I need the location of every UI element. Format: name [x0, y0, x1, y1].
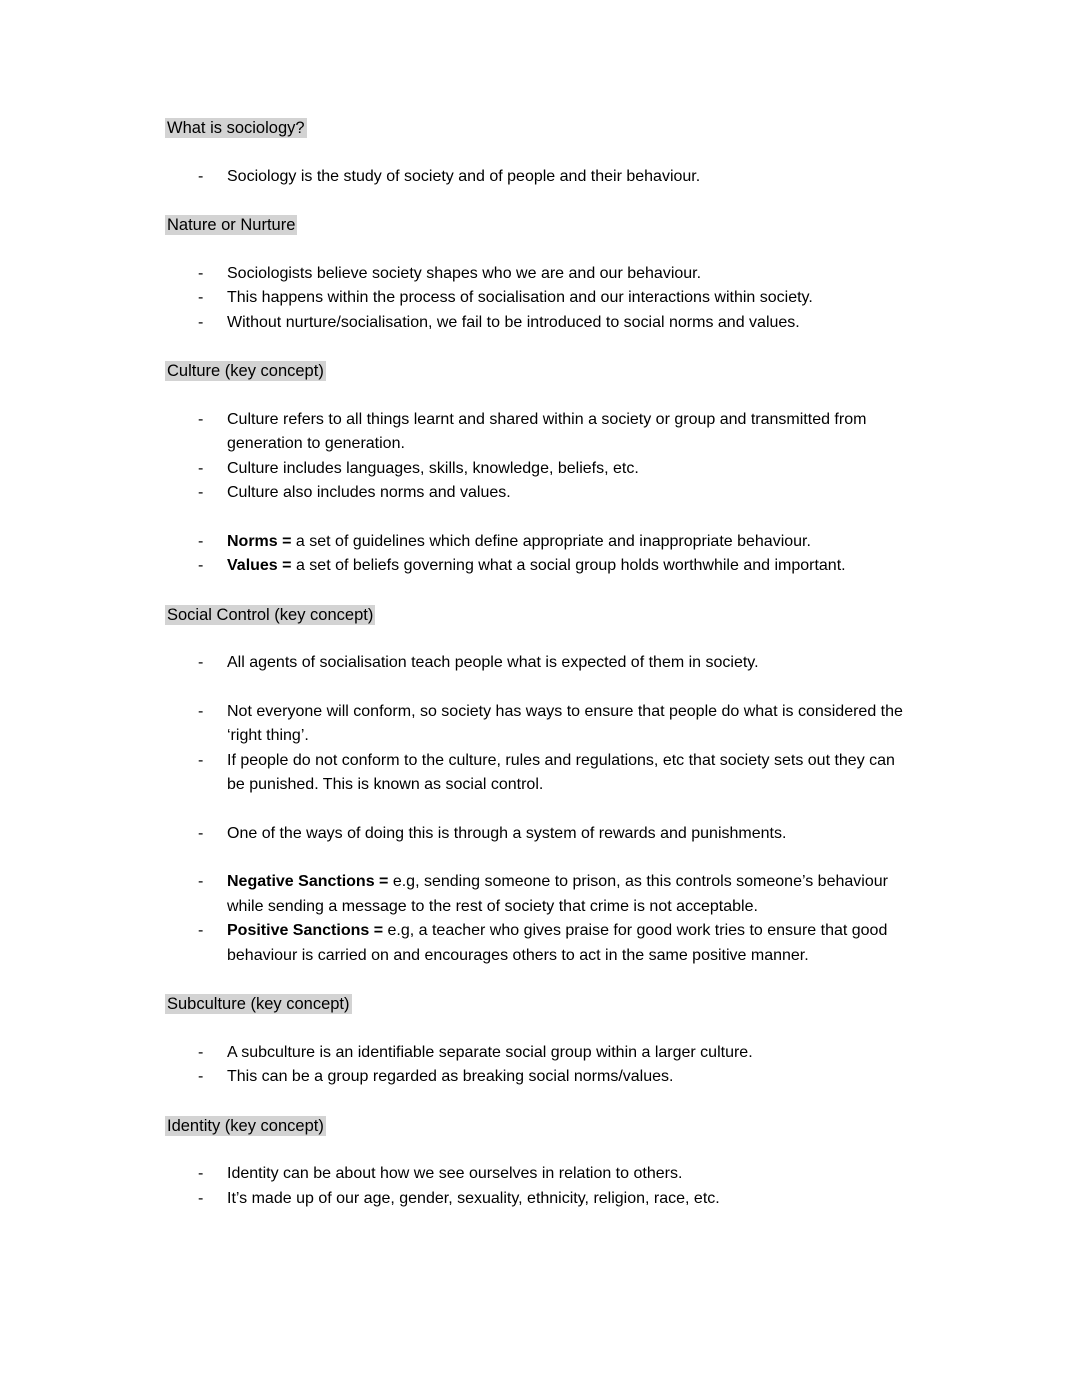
bullet-group [165, 700, 915, 798]
bullet-group [165, 530, 915, 579]
bullet-group [165, 408, 915, 506]
list-item [198, 165, 915, 190]
list-item-text: One of the ways of doing this is through a system of rewards and punishments. [227, 824, 787, 842]
bullet-dash: - [198, 410, 204, 428]
list-item [198, 530, 915, 555]
list-item [198, 822, 915, 847]
list-item [198, 554, 915, 579]
list-item-text: A subculture is an identifiable separate social group within a larger culture. [227, 1043, 753, 1061]
list-item-text: Sociologists believe society shapes who we are and our behaviour. [227, 264, 702, 282]
list-item [198, 481, 915, 506]
list-item-text: Without nurture/socialisation, we fail to be introduced to social norms and values. [227, 313, 800, 331]
list-item [198, 311, 915, 336]
bullet-group [165, 1162, 915, 1211]
document-section [165, 603, 915, 969]
bullet-dash: - [198, 459, 204, 477]
bullet-dash: - [198, 289, 204, 306]
list-item [198, 1041, 915, 1066]
bullet-dash: - [198, 1043, 204, 1061]
list-item [198, 262, 915, 287]
bullet-group [165, 165, 915, 190]
list-item-text: Culture refers to all things learnt and shared within a society or group and transmitted from generation to generation. [227, 410, 867, 452]
list-item-text: Culture also includes norms and values. [227, 484, 511, 501]
bullet-dash: - [198, 1068, 204, 1085]
section-heading [165, 116, 915, 141]
bullet-dash: - [198, 1165, 204, 1182]
bullet-dash: - [198, 654, 204, 671]
bullet-group [165, 870, 915, 968]
list-item-text: Sociology is the study of society and of people and their behaviour. [227, 167, 701, 185]
section-heading-text: What is sociology? [167, 119, 305, 137]
bullet-dash: - [198, 1189, 204, 1207]
list-item [198, 1065, 915, 1090]
document-section [165, 359, 915, 579]
document-section [165, 213, 915, 335]
bullet-dash: - [198, 167, 204, 185]
list-item [198, 408, 915, 457]
bullet-dash: - [198, 751, 204, 769]
list-item-text: If people do not conform to the culture, rules and regulations, etc that society sets out they can be punished. This is known as social control. [227, 751, 895, 793]
list-item-text: This can be a group regarded as breaking social norms/values. [227, 1068, 674, 1085]
list-item [198, 700, 915, 749]
list-item [198, 1162, 915, 1187]
list-item [198, 457, 915, 482]
list-item-term: Values = [227, 557, 292, 574]
document-section [165, 992, 915, 1090]
list-item-text: Norms = a set of guidelines which define appropriate and inappropriate behaviour. [227, 532, 811, 550]
bullet-group [165, 651, 915, 676]
bullet-dash: - [198, 484, 204, 501]
bullet-dash: - [198, 922, 204, 939]
bullet-dash: - [198, 313, 204, 331]
list-item [198, 870, 915, 919]
list-item [198, 286, 915, 311]
bullet-dash: - [198, 873, 204, 890]
list-item [198, 1187, 915, 1212]
bullet-group [165, 822, 915, 847]
section-heading [165, 359, 915, 384]
section-heading-text: Subculture (key concept) [167, 995, 350, 1013]
section-heading [165, 213, 915, 238]
bullet-dash: - [198, 702, 204, 720]
section-heading [165, 603, 915, 628]
section-heading [165, 1114, 915, 1139]
list-item-term: Negative Sanctions = [227, 873, 389, 890]
section-heading-text: Social Control (key concept) [167, 605, 374, 624]
bullet-dash: - [198, 532, 204, 550]
list-item [198, 651, 915, 676]
list-item-text: This happens within the process of socialisation and our interactions within society. [227, 289, 813, 306]
bullet-dash: - [198, 264, 204, 282]
list-item [198, 749, 915, 798]
document-section [165, 1114, 915, 1212]
document-section [165, 116, 915, 189]
bullet-group [165, 1041, 915, 1090]
section-heading-text: Culture (key concept) [167, 362, 324, 380]
list-item-text: It’s made up of our age, gender, sexuality, ethnicity, religion, race, etc. [227, 1189, 720, 1207]
list-item-term: Positive Sanctions = [227, 922, 384, 939]
list-item-text: Identity can be about how we see ourselves in relation to others. [227, 1165, 683, 1182]
list-item-text: Values = a set of beliefs governing what a social group holds worthwhile and important. [227, 557, 846, 574]
bullet-dash: - [198, 557, 204, 574]
list-item-text: Not everyone will conform, so society has ways to ensure that people do what is considered the ‘right thing’. [227, 702, 903, 744]
bullet-group [165, 262, 915, 336]
section-heading [165, 992, 915, 1017]
list-item-text: Positive Sanctions = e.g, a teacher who gives praise for good work tries to ensure that good behaviour is carried on and encourages others to act in the same positive manner. [227, 922, 888, 964]
list-item-text: Negative Sanctions = e.g, sending someone to prison, as this controls someone’s behaviour while sending a message to the rest of society that crime is not acceptable. [227, 873, 888, 915]
bullet-dash: - [198, 824, 204, 842]
list-item-term: Norms = [227, 532, 292, 550]
list-item-text: All agents of socialisation teach people what is expected of them in society. [227, 654, 759, 671]
list-item-text: Culture includes languages, skills, knowledge, beliefs, etc. [227, 459, 639, 477]
list-item [198, 919, 915, 968]
section-heading-text: Identity (key concept) [167, 1116, 324, 1135]
section-heading-text: Nature or Nurture [167, 216, 296, 234]
